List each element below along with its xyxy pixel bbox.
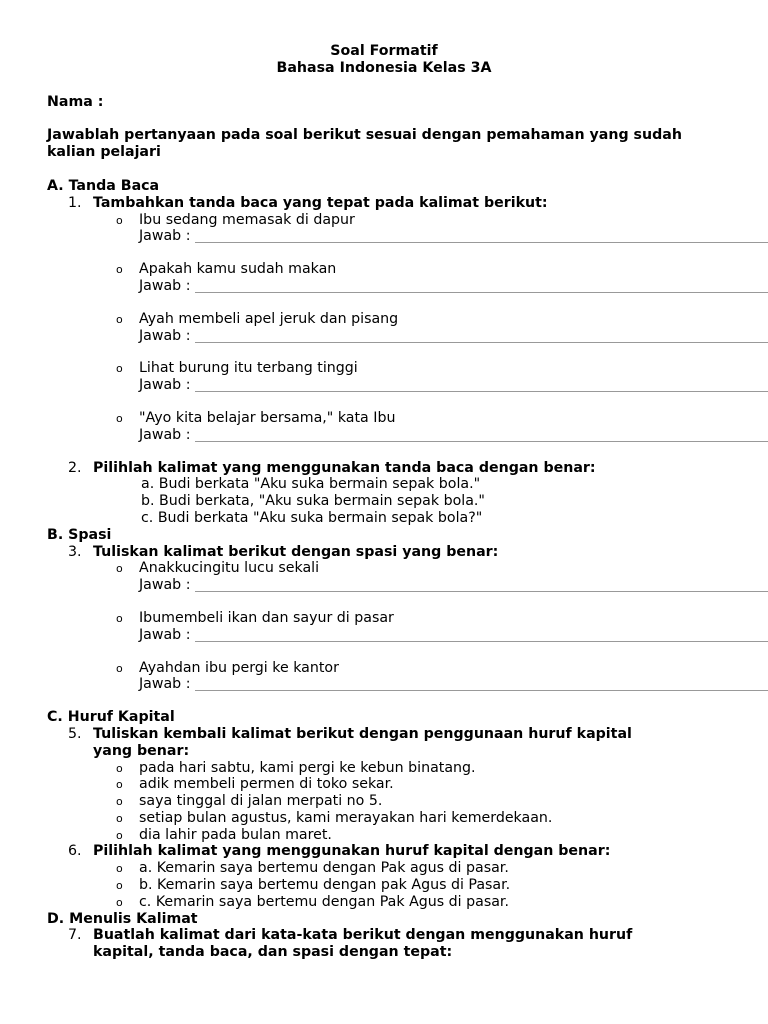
question-1-text: Tambahkan tanda baca yang tepat pada kalimat berikut:	[93, 194, 548, 211]
question-6	[47, 843, 768, 860]
bullet-icon: o	[116, 828, 123, 842]
question-5-text-line1: Tuliskan kembali kalimat berikut dengan penggunaan huruf kapital	[93, 725, 632, 742]
bullet-icon: o	[116, 795, 123, 809]
answer-line[interactable]	[195, 591, 768, 592]
question-1	[47, 195, 768, 212]
question-7-text-line1: Buatlah kalimat dari kata-kata berikut dengan menggunakan huruf	[93, 927, 633, 944]
answer-field[interactable]	[47, 676, 768, 693]
page-subtitle: Bahasa Indonesia Kelas 3A	[276, 59, 492, 76]
instructions: Jawablah pertanyaan pada soal berikut sesuai dengan pemahaman yang sudah kalian pelajari	[47, 127, 682, 161]
list-item: o c. Kemarin saya bertemu dengan Pak Agus di pasar.	[116, 893, 509, 910]
answer-field[interactable]	[47, 627, 768, 644]
question-7	[47, 927, 768, 944]
answer-line[interactable]	[195, 342, 768, 343]
bullet-icon: o	[116, 761, 123, 775]
answer-field[interactable]	[47, 577, 768, 594]
list-item: o Apakah kamu sudah makan	[116, 261, 337, 278]
question-5-number: 5.	[68, 725, 82, 742]
list-item: o Ibumembeli ikan dan sayur di pasar	[116, 609, 394, 626]
bullet-icon: o	[116, 661, 123, 675]
question-3-text: Tuliskan kalimat berikut dengan spasi yang benar:	[93, 543, 499, 560]
answer-line[interactable]	[195, 441, 768, 442]
section-d-title: D. Menulis Kalimat	[47, 910, 198, 927]
list-item: o Lihat burung itu terbang tinggi	[116, 360, 358, 377]
bullet-icon: o	[116, 312, 123, 326]
bullet-icon: o	[116, 362, 123, 376]
question-7-continued	[47, 944, 768, 961]
jawab-label: Jawab :	[139, 426, 191, 443]
option-c: c. Budi berkata "Aku suka bermain sepak bola?"	[141, 509, 483, 526]
question-7-number: 7.	[68, 927, 82, 944]
answer-line[interactable]	[195, 391, 768, 392]
list-item: o Ibu sedang memasak di dapur	[116, 211, 355, 228]
list-item: o adik membeli permen di toko sekar.	[116, 776, 394, 793]
list-item: o pada hari sabtu, kami pergi ke kebun binatang.	[116, 759, 476, 776]
list-item: o saya tinggal di jalan merpati no 5.	[116, 793, 383, 810]
answer-field[interactable]	[47, 228, 768, 245]
jawab-label: Jawab :	[139, 626, 191, 643]
list-item: o Ayahdan ibu pergi ke kantor	[116, 659, 339, 676]
bullet-icon: o	[116, 862, 123, 876]
bullet-icon: o	[116, 895, 123, 909]
question-6-text: Pilihlah kalimat yang menggunakan huruf kapital dengan benar:	[93, 843, 611, 860]
list-item: o dia lahir pada bulan maret.	[116, 826, 332, 843]
question-2	[47, 460, 768, 477]
question-3-number: 3.	[68, 543, 82, 560]
bullet-icon: o	[116, 778, 123, 792]
bullet-icon: o	[116, 879, 123, 893]
list-item: o Ayah membeli apel jeruk dan pisang	[116, 310, 399, 327]
jawab-label: Jawab :	[139, 327, 191, 344]
jawab-label: Jawab :	[139, 228, 191, 245]
question-6-number: 6.	[68, 843, 82, 860]
list-item: o "Ayo kita belajar bersama," kata Ibu	[116, 409, 396, 426]
jawab-label: Jawab :	[139, 577, 191, 594]
question-5	[47, 726, 768, 743]
question-3	[47, 544, 768, 561]
bullet-icon: o	[116, 811, 123, 825]
list-item: o setiap bulan agustus, kami merayakan hari kemerdekaan.	[116, 809, 553, 826]
answer-field[interactable]	[47, 328, 768, 345]
jawab-label: Jawab :	[139, 277, 191, 294]
option-a: a. Budi berkata "Aku suka bermain sepak bola."	[141, 476, 481, 493]
jawab-label: Jawab :	[139, 377, 191, 394]
question-5-text-line2: yang benar:	[93, 742, 190, 759]
list-item: o Anakkucingitu lucu sekali	[116, 560, 320, 577]
nama-label: Nama :	[47, 93, 104, 110]
section-a-title: A. Tanda Baca	[47, 177, 160, 194]
section-b-title: B. Spasi	[47, 526, 112, 543]
page-title: Soal Formatif	[330, 43, 438, 59]
list-item: o b. Kemarin saya bertemu dengan pak Agus di Pasar.	[116, 877, 511, 894]
answer-field[interactable]	[47, 427, 768, 444]
jawab-label: Jawab :	[139, 676, 191, 693]
option-b: b. Budi berkata, "Aku suka bermain sepak bola."	[141, 493, 485, 510]
question-5-continued	[47, 743, 768, 760]
question-2-number: 2.	[68, 459, 82, 476]
answer-line[interactable]	[195, 242, 768, 243]
answer-line[interactable]	[195, 292, 768, 293]
question-1-number: 1.	[68, 194, 82, 211]
bullet-icon: o	[116, 611, 123, 625]
bullet-icon: o	[116, 263, 123, 277]
answer-field[interactable]	[47, 278, 768, 295]
bullet-icon: o	[116, 562, 123, 576]
answer-field[interactable]	[47, 377, 768, 394]
bullet-icon: o	[116, 411, 123, 425]
question-7-text-line2: kapital, tanda baca, dan spasi dengan tepat:	[93, 944, 453, 961]
list-item: o a. Kemarin saya bertemu dengan Pak agus di pasar.	[116, 860, 509, 877]
bullet-icon: o	[116, 213, 123, 227]
worksheet-page	[47, 43, 768, 961]
answer-line[interactable]	[195, 690, 768, 691]
answer-line[interactable]	[195, 641, 768, 642]
section-c-title: C. Huruf Kapital	[47, 709, 175, 726]
question-2-text: Pilihlah kalimat yang menggunakan tanda baca dengan benar:	[93, 459, 596, 476]
